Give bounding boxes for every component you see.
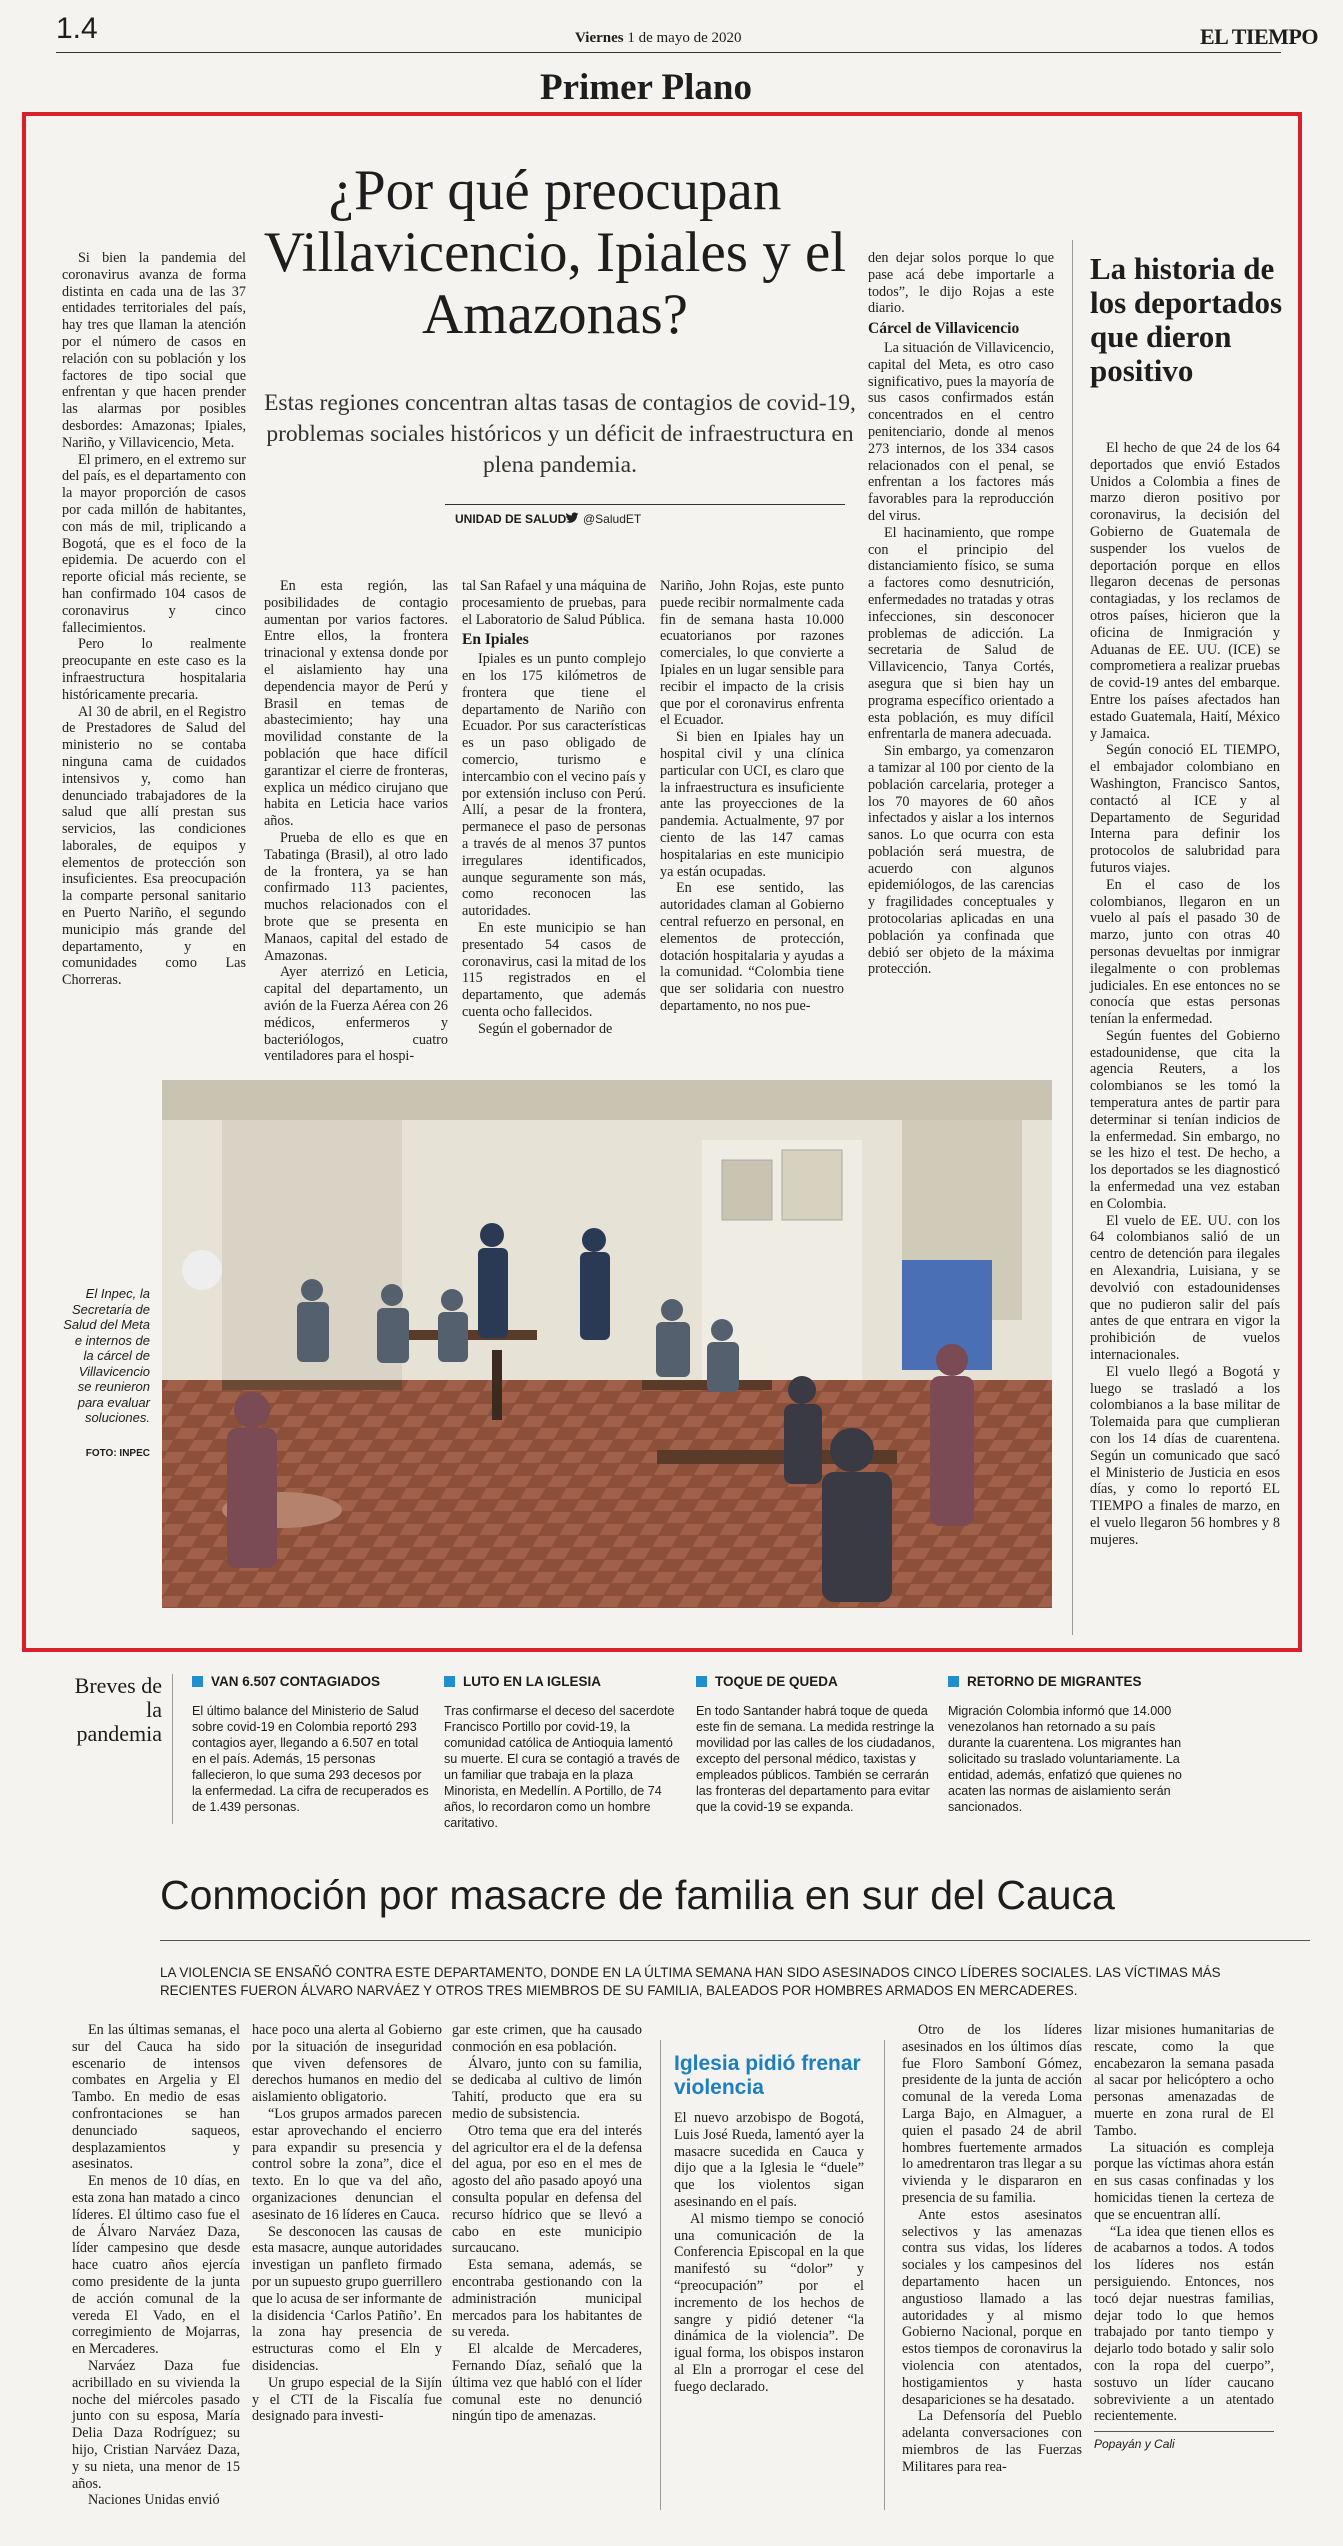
paragraph: Al 30 de abril, en el Registro de Prestadores de Salud del ministerio no se contaba ninguna cama de cuidados intensivos y, como han denunciado trabajadores de la salud que allí prestan sus servicios, las condiciones laborales, de equipos y elementos de protección son insuficientes. Esa preocupación la comparte personal sanitario en Puerto Nariño, el segundo municipio más grande del departamento, y en comunidades como Las Chorreras. (62, 703, 246, 989)
paragraph: Nariño, John Rojas, este punto puede recibir normalmente cada fin de semana hasta 10.000 ecuatorianos por razones comerciales, lo que convierte a Ipiales en un lugar sensible para recibir el impacto de la crisis que por el coronavirus enfrenta el Ecuador. (660, 578, 844, 729)
second-col-1 (72, 2022, 240, 2509)
square-bullet-icon (948, 1676, 959, 1687)
breve-item (948, 1674, 1188, 1815)
breves-divider (172, 1674, 173, 1824)
square-bullet-icon (444, 1676, 455, 1687)
main-col-1 (62, 250, 246, 989)
paragraph: En el caso de los colombianos, llegaron en un vuelo al país el pasado 30 de marzo, junto con otras 40 personas devueltas por inmigrar ilegalmente o con problemas judiciales. En ese entonces no se conocía que estas personas tenían la enfermedad. (1090, 876, 1280, 1028)
breve-item (696, 1674, 936, 1815)
paragraph: En este municipio se han presentado 54 casos de coronavirus, casi la mitad de los 115 registrados en el departamento, que además cuenta ocho fallecidos. (462, 919, 646, 1020)
breve-heading-text: VAN 6.507 CONTAGIADOS (211, 1674, 381, 1689)
paragraph: El nuevo arzobispo de Bogotá, Luis José Rueda, lamentó ayer la masacre sucedida en Cauca y dijo que a la Iglesia le “duele” que los violentos sigan asesinando en el país. (674, 2110, 864, 2210)
paragraph: Otro tema que era del interés del agricultor era el de la defensa del agua, por eso en el mes de agosto del año pasado apoyó una consulta popular en defensa del recurso hídrico que se llevó a cabo en este municipio surcaucano. (452, 2122, 642, 2257)
paragraph: Esta semana, además, se encontraba gestionando con la administración municipal mercados para los habitantes de su vereda. (452, 2257, 642, 2341)
paragraph: El vuelo llegó a Bogotá y luego se trasladó a los colombianos a la base militar de Tolemaida para que cumplieran con los 14 días de cuarentena. Según un comunicado que sacó el Ministerio de Justicia en esos días, y como lo reportó EL TIEMPO a finales de marzo, en el vuelo llegaron 56 hombres y 8 mujeres. (1090, 1363, 1280, 1548)
paragraph: Un grupo especial de la Sijín y el CTI de la Fiscalía fue designado para investi- (252, 2374, 442, 2425)
header-rule (56, 52, 1281, 53)
main-deck: Estas regiones concentran altas tasas de contagios de covid-19, problemas sociales históricos y un déficit de infraestructura en plena pandemia. (264, 390, 856, 478)
paragraph: Al mismo tiempo se conoció una comunicación de la Conferencia Episcopal en la que manifestó su “dolor” y “preocupación” por el incremento de los hechos de sangre y pidió detener “la dinámica de la violencia”. De igual forma, los obispos instaron al Eln a prorrogar el cese del fuego declarado. (674, 2210, 864, 2395)
photo-credit: FOTO: INPEC (85, 1448, 150, 1459)
paragraph: Otro de los líderes asesinados en los últimos días fue Floro Samboní Gómez, presidente de la junta de acción comunal de la vereda Loma Larga Bajo, en Almaguer, a quien el pasado 24 de abril hombres fuertemente armados lo amedrentaron tras llegar a su vivienda y le dispararon en presencia de su familia. (902, 2022, 1082, 2206)
paragraph: En ese sentido, las autoridades claman al Gobierno central refuerzo en personal, en elementos de protección, dotación hospitalaria y ayudas a la comunidad. “Colombia tiene que ser solidaria con nuestro departamento, no nos pue- (660, 880, 844, 1014)
paragraph: En menos de 10 días, en esta zona han matado a cinco líderes. El último caso fue el de Álvaro Narváez Daza, líder campesino que desde hace cuatro años ejercía como presidente de la junta de acción comunal de la vereda El Vado, en el corregimiento de Mojarras, en Mercaderes. (72, 2173, 240, 2358)
breve-heading-text: RETORNO DE MIGRANTES (967, 1674, 1142, 1689)
paragraph: La Defensoría del Pueblo adelanta conversaciones con miembros de las Fuerzas Militares para rea- (902, 2408, 1082, 2475)
paragraph: El vuelo de EE. UU. con los 64 colombianos salió de un centro de detención para ilegales en Alexandria, Luisiana, y se devolvió con estadounidenses que no pudieron salir del país antes de que entrara en vigor la prohibición de vuelos internacionales. (1090, 1212, 1280, 1364)
section-title: Primer Plano (540, 67, 753, 108)
iglesia-box (674, 2052, 874, 2396)
paragraph: Según el gobernador de (478, 1020, 613, 1037)
paragraph: “Los grupos armados parecen estar aprovechando el encierro para expandir su presencia y control sobre la zona”, dice el texto. En lo que va del año, organizaciones denuncian el asesinato de 16 líderes en Cauca. (252, 2105, 442, 2223)
second-headline: Conmoción por masacre de familia en sur del Cauca (160, 1872, 1115, 1918)
paragraph: En esta región, las posibilidades de contagio aumentan por varios factores. Entre ellos, la frontera trinacional y extensa donde por el aislamiento hay una dependencia mayor de Perú y Brasil en temas de abastecimiento; hay una movilidad constante de la población que hace difícil garantizar el cierre de fronteras, explica un médico cirujano que habita en Leticia hace varios años. (264, 578, 448, 830)
paragraph: tal San Rafael y una máquina de procesamiento de pruebas, para el Laboratorio de Salud Pública. (462, 578, 646, 628)
page-number: 1.4 (56, 12, 98, 45)
credit-rule (445, 504, 845, 505)
paragraph: gar este crimen, que ha causado conmoción en esa población. (452, 2022, 642, 2055)
paragraph: El primero, en el extremo sur del país, es el departamento con la mayor proporción de casos por cada millón de habitantes, con más de mil, triplicando a Bogotá, que es el foco de la epidemia. De acuerdo con el reporte oficial más reciente, se han confirmado 104 casos de coronavirus y cinco fallecimientos. (62, 451, 246, 636)
sidebar-body (1090, 440, 1280, 1549)
paragraph: Ante estos asesinatos selectivos y las amenazas contra sus vidas, los líderes sociales y los campesinos del departamento hacen un angustioso llamado a las autoridades y al mismo Gobierno Nacional, porque en estos tiempos de coronavirus la violencia con atentados, hostigamientos y hasta desapariciones se ha desatado. (902, 2206, 1082, 2408)
paragraph: Álvaro, junto con su familia, se dedicaba al cultivo de limón Tahití, producto que era su medio de subsistencia. (452, 2055, 642, 2122)
paragraph: La situación es compleja porque las víctimas ahora están en sus casas confinadas y los homicidas tienen la certeza de que se encuentran allí. (1094, 2139, 1274, 2223)
paragraph: Según conoció EL TIEMPO, el embajador colombiano en Washington, Francisco Santos, contactó al ICE y al Departamento de Seguridad Interna para definir los protocolos de salubridad para futuros viajes. (1090, 742, 1280, 876)
main-col-5 (868, 250, 1054, 978)
newspaper-name: EL TIEMPO (1200, 24, 1318, 49)
paragraph: Ayer aterrizó en Leticia, capital del departamento, un avión de la Fuerza Aérea con 26 médicos, enfermeros y bacteriólogos, cuatro ventiladores para el hospi- (264, 964, 448, 1065)
credit-handle: @SaludET (583, 512, 642, 526)
subhead-ipiales: En Ipiales (462, 631, 529, 649)
paragraph: lizar misiones humanitarias de rescate, como la que encabezaron la semana pasada al sacar por helicóptero a ocho personas amenazadas de muerte en zona rural de El Tambo. (1094, 2022, 1274, 2139)
paragraph: Si bien en Ipiales hay un hospital civil y una clínica particular con UCI, es claro que la infraestructura es insuficiente ante las proyecciones de la pandemia. Actualmente, 97 por ciento de las 147 camas hospitalarias en este municipio ya están ocupadas. (660, 729, 844, 880)
breve-item (192, 1674, 432, 1815)
paragraph: “La idea que tienen ellos es de acabarnos a todos. A todos los líderes nos están persiguiendo. Entonces, nos tocó dejar nuestras familias, dejar todo lo que hemos trabajado por tanto tiempo y dejarlo todo botado y salir solo con la ropa del cuerpo”, sostuvo un líder caucano sobreviviente a un atentado recientemente. (1094, 2223, 1274, 2425)
second-deck: LA VIOLENCIA SE ENSAÑÓ CONTRA ESTE DEPARTAMENTO, DONDE EN LA ÚLTIMA SEMANA HAN SIDO ASESINADOS CINCO LÍDERES SOCIALES. LAS VÍCTIMAS MÁS RECIENTES FUERON ÁLVARO NARVÁEZ Y OTROS TRES MIEMBROS DE SU FAMILIA, BALEADOS POR HOMBRES ARMADOS EN MERCADERES. (160, 1965, 1221, 1998)
breve-heading-text: TOQUE DE QUEDA (715, 1674, 838, 1689)
box-divider-left (660, 2040, 661, 2510)
issue-date (575, 30, 742, 47)
paragraph: Según fuentes del Gobierno estadounidense, que cita la agencia Reuters, a los colombianos se les tomó la temperatura antes de partir para determinar si tenían indicios de la enfermedad. Sin embargo, no se les hizo el test. De hecho, a los deportados se les diagnosticó la enfermedad una vez estaban en Colombia. (1090, 1027, 1280, 1212)
breve-heading (948, 1674, 1188, 1689)
breve-item (444, 1674, 684, 1831)
square-bullet-icon (696, 1676, 707, 1687)
sidebar-divider (1072, 240, 1073, 1635)
paragraph: Sin embargo, ya comenzaron a tamizar al 100 por ciento de la población carcelaria, proteger a los 70 mayores de 60 años infectados y aislar a los internos sanos. Lo que ocurra con esta población será muestra, de acuerdo con algunos epidemiólogos, de las carencias y fragilidades conceptuales y protocolarias aplicadas en una población ya confinada que debió ser objeto de la máxima protección. (868, 743, 1054, 978)
second-col-2 (252, 2022, 442, 2425)
breve-text: Migración Colombia informó que 14.000 venezolanos han retornado a su país durante la cuarentena. Los migrantes han solicitado su traslado voluntariamente. La entidad, además, enfatizó que quienes no acaten las normas de aislamiento serán sancionados. (948, 1704, 1182, 1814)
second-col-6 (1094, 2022, 1274, 2453)
paragraph: Ipiales es un punto complejo en los 175 kilómetros de frontera que tiene el departamento de Nariño con Ecuador. Por sus características es un paso obligado de comercio, turismo e intercambio con el vecino país y por extensión incluso con Perú. Allí, a pesar de la frontera, permanece el paso de personas a través de al menos 37 puntos irregulares identificados, aunque seguramente son más, como reconocen las autoridades. (462, 651, 646, 920)
sidebar-title: La historia de los deportados que dieron positivo (1090, 251, 1283, 388)
paragraph: El alcalde de Mercaderes, Fernando Díaz, señaló que la última vez que habló con el líder comunal este no denunció ningún tipo de amenazas. (452, 2341, 642, 2425)
breve-text: En todo Santander habrá toque de queda este fin de semana. La medida restringe la movilidad por las calles de los ciudadanos, excepto del personal médico, taxistas y empleados públicos. También se cerrarán las fronteras del departamento para evitar que la covid-19 se expanda. (696, 1704, 935, 1814)
subhead-carcel: Cárcel de Villavicencio (868, 320, 1020, 338)
box-divider-right (884, 2040, 885, 2510)
paragraph: Prueba de ello es que en Tabatinga (Brasil), al otro lado de la frontera, ya se han confirmado 113 pacientes, muchos relacionados con el brote que se presenta en Manaos, capital del estado de Amazonas. (264, 829, 448, 964)
box-title: Iglesia pidió frenar violencia (674, 2052, 861, 2099)
breve-heading (696, 1674, 936, 1689)
box-body (674, 2110, 864, 2396)
twitter-icon (565, 510, 579, 529)
date-weekday: Viernes (575, 30, 624, 46)
main-col-3 (462, 578, 646, 1038)
paragraph: El hacinamiento, que rompe con el principio del distanciamiento físico, se suma a factores como desnutrición, enfermedades no tratadas y otras infecciones, sin desconocer problemas de adicción. La secretaria de Salud de Villavicencio, Tanya Cortés, asegura que si bien hay un programa específico orientado a esta población, es muy difícil enfrentarla de manera adecuada. (868, 524, 1054, 743)
paragraph: den dejar solos porque lo que pase acá debe importarle a todos”, le dijo Rojas a este diario. (868, 250, 1054, 317)
breve-heading (444, 1674, 684, 1689)
main-headline: ¿Por qué preocupan Villavicencio, Ipiales y el Amazonas? (263, 159, 847, 346)
date-rest: 1 de mayo de 2020 (627, 30, 742, 46)
paragraph: El hecho de que 24 de los 64 deportados que envió Estados Unidos a Colombia a fines de marzo dieron positivo por coronavirus, la decisión del Gobierno de Guatemala de suspender los vuelos de deportación porque en ellos llegaron decenas de personas contagiadas, y los reclamos de otros países, hicieron que la oficina de Inmigración y Aduanas de EE. UU. (ICE) se comprometiera a realizar pruebas de covid-19 antes del embarque. Entre los países afectados han estado Guatemala, Haití, México y Jamaica. (1090, 440, 1280, 742)
breve-heading-text: LUTO EN LA IGLESIA (463, 1674, 602, 1689)
paragraph: Narváez Daza fue acribillado en su vivienda la noche del miércoles pasado junto con su esposa, María Delia Daza Rodríguez; su hijo, Cristian Narváez Daza, y su nieta, una menor de 15 años. (72, 2357, 240, 2492)
paragraph: La situación de Villavicencio, capital del Meta, es otro caso significativo, pues la mayoría de sus casos confirmados están concentrados en el centro penitenciario, donde al menos 273 internos, de los 334 casos relacionados con el penal, se enfrentan a los factores más favorables para la reproducción del virus. (868, 339, 1054, 524)
breve-text: El último balance del Ministerio de Salud sobre covid-19 en Colombia reportó 293 contagios ayer, llegando a 6.507 en total en el país. Además, 15 personas fallecieron, lo que suma 293 decesos por la enfermedad. La cifra de recuperados es de 1.439 personas. (192, 1704, 429, 1814)
square-bullet-icon (192, 1676, 203, 1687)
main-col-4 (660, 578, 844, 1015)
signoff: Popayán y Cali (1094, 2431, 1274, 2453)
photo-caption: El Inpec, la Secretaría de Salud del Meta e internos de la cárcel de Villavicencio se reunieron para evaluar soluciones. (63, 1286, 150, 1425)
breve-text: Tras confirmarse el deceso del sacerdote Francisco Portillo por covid-19, la comunidad católica de Antioquia lamentó su muerte. El cura se contagió a través de un familiar que trabaja en la plaza Minorista, en Medellín. A Portillo, de 74 años, lo recordaron como un hombre caritativo. (444, 1704, 680, 1830)
paragraph: Pero lo realmente preocupante en este caso es la infraestructura hospitalaria históricamente precaria. (62, 636, 246, 703)
second-col-3 (452, 2022, 642, 2425)
second-rule (160, 1940, 1310, 1941)
breves-title: Breves de la pandemia (74, 1673, 162, 1746)
second-col-5 (902, 2022, 1082, 2476)
paragraph: Se desconocen las causas de esta masacre, aunque autoridades investigan un panfleto firmado por un supuesto grupo guerrillero que lo acusa de ser informante de la disidencia ‘Carlos Patiño’. En la zona hay presencia de estructuras como el Eln y disidencias. (252, 2223, 442, 2374)
prison-meeting-photo (162, 1080, 1052, 1608)
paragraph: En las últimas semanas, el sur del Cauca ha sido escenario de intensos combates en Argelia y El Tambo. En medio de esas confrontaciones se han denunciado saqueos, desplazamientos y asesinatos. (72, 2022, 240, 2173)
paragraph: Si bien la pandemia del coronavirus avanza de forma distinta en cada una de las 37 entidades territoriales del país, hay tres que llaman la atención por el número de casos en relación con su población y los factores de tipo social que enfrentan y que hacen prender las alarmas por posibles desbordes: Amazonas; Ipiales, Nariño, y Villavicencio, Meta. (62, 250, 246, 451)
paragraph: Naciones Unidas envió (88, 2492, 220, 2509)
main-col-2 (264, 578, 448, 1065)
paragraph: hace poco una alerta al Gobierno por la situación de inseguridad que viven defensores de derechos humanos en medio del aislamiento obligatorio. (252, 2022, 442, 2106)
breve-heading (192, 1674, 432, 1689)
credit-unit: UNIDAD DE SALUD (455, 512, 567, 526)
